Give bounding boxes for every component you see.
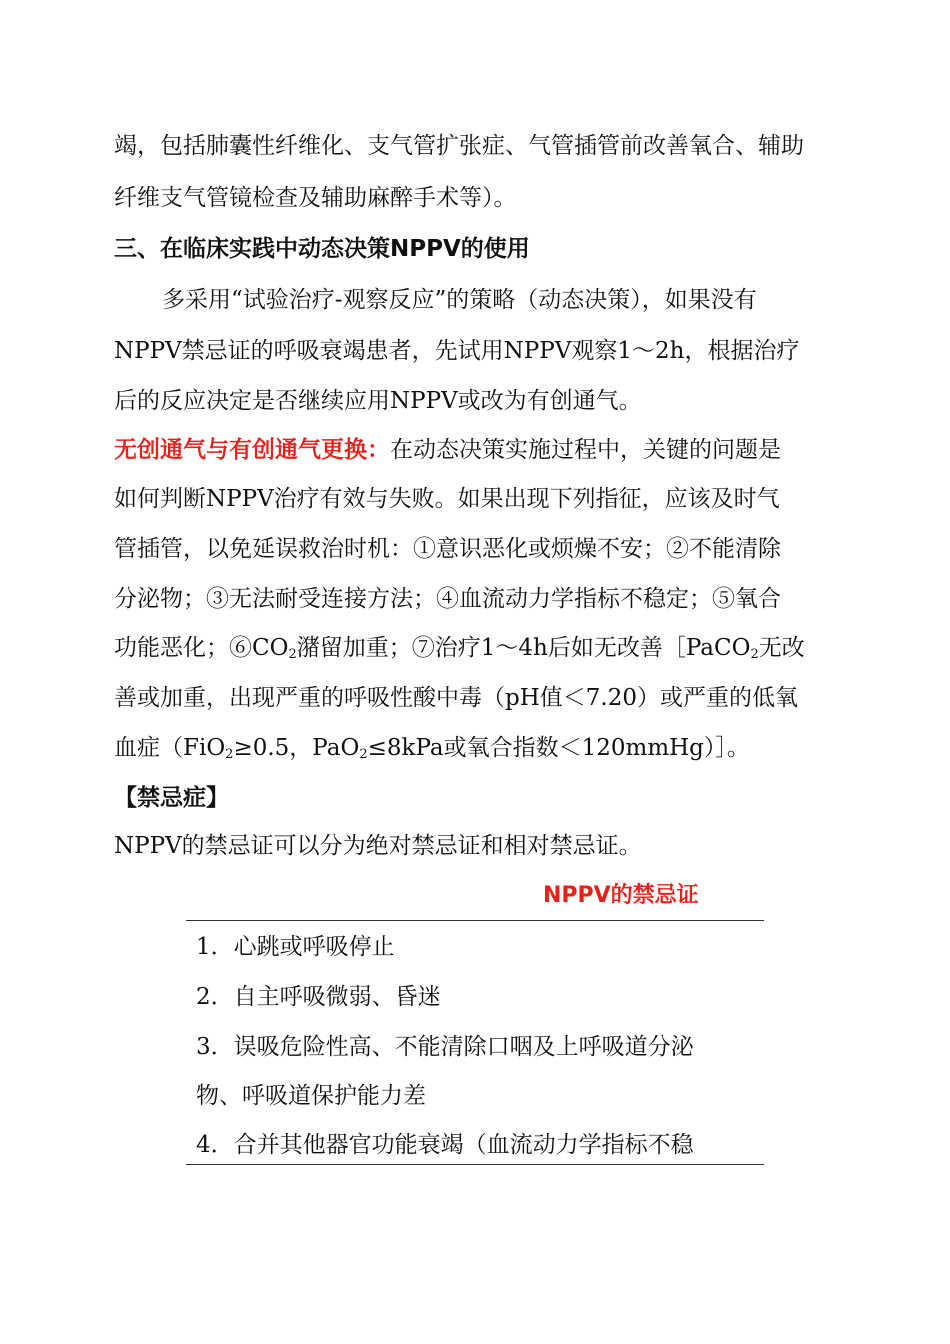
paragraph-line: 管插管，以免延误救治时机：①意识恶化或烦燥不安；②不能清除 (114, 536, 781, 562)
paragraph-line: 纤维支气管镜检查及辅助麻醉手术等）。 (114, 185, 517, 211)
text-run: 无改 (758, 635, 805, 661)
paragraph-line (114, 632, 838, 664)
paragraph-line: NPPV禁忌证的呼吸衰竭患者，先试用NPPV观察1～2h，根据治疗 (114, 338, 800, 364)
subscript: 2 (288, 647, 297, 662)
paragraph-line: 善或加重，出现严重的呼吸性酸中毒（pH值＜7.20）或严重的低氧 (114, 685, 798, 711)
subscript: 2 (359, 747, 368, 762)
table-row: 1．心跳或呼吸停止 (196, 934, 395, 960)
paragraph-line: 多采用“试验治疗-观察反应”的策略（动态决策），如果没有 (162, 287, 757, 313)
table-bottom-rule (186, 1164, 764, 1165)
paragraph-line: 竭，包括肺囊性纤维化、支气管扩张症、气管插管前改善氧合、辅助 (114, 133, 804, 159)
paragraph-line: 后的反应决定是否继续应用NPPV或改为有创通气。 (114, 388, 642, 414)
paragraph-line: 如何判断NPPV治疗有效与失败。如果出现下列指征，应该及时气 (114, 486, 780, 512)
table-row: 4．合并其他器官功能衰竭（血流动力学指标不稳 (196, 1132, 694, 1158)
table-row: 物、呼吸道保护能力差 (196, 1083, 426, 1109)
paragraph-line (114, 434, 838, 466)
paragraph-text: 在动态决策实施过程中，关键的问题是 (390, 437, 781, 463)
text-run: ≥0.5，PaO (233, 735, 360, 761)
paragraph-line (114, 732, 838, 764)
text-run: ≤8kPa或氧合指数＜120mmHg）］。 (367, 735, 750, 761)
paragraph-line: NPPV的禁忌证可以分为绝对禁忌证和相对禁忌证。 (114, 833, 642, 859)
text-run: 血症（FiO (114, 735, 226, 761)
contraindication-heading: 【禁忌症】 (114, 785, 229, 811)
paragraph-line: 分泌物；③无法耐受连接方法；④血流动力学指标不稳定；⑤氧合 (114, 586, 781, 612)
table-row: 2．自主呼吸微弱、昏迷 (196, 984, 441, 1010)
table-top-rule (186, 920, 764, 921)
table-title: NPPV的禁忌证 (543, 883, 699, 908)
text-run: 功能恶化；⑥CO (114, 635, 289, 661)
text-run: 潴留加重；⑦治疗1～4h后如无改善［PaCO (296, 635, 751, 661)
highlight-label: 无创通气与有创通气更换： (114, 437, 390, 463)
table-row: 3．误吸危险性高、不能清除口咽及上呼吸道分泌 (196, 1034, 694, 1060)
section-heading: 三、在临床实践中动态决策NPPV的使用 (114, 236, 530, 262)
subscript: 2 (225, 747, 234, 762)
subscript: 2 (750, 647, 759, 662)
